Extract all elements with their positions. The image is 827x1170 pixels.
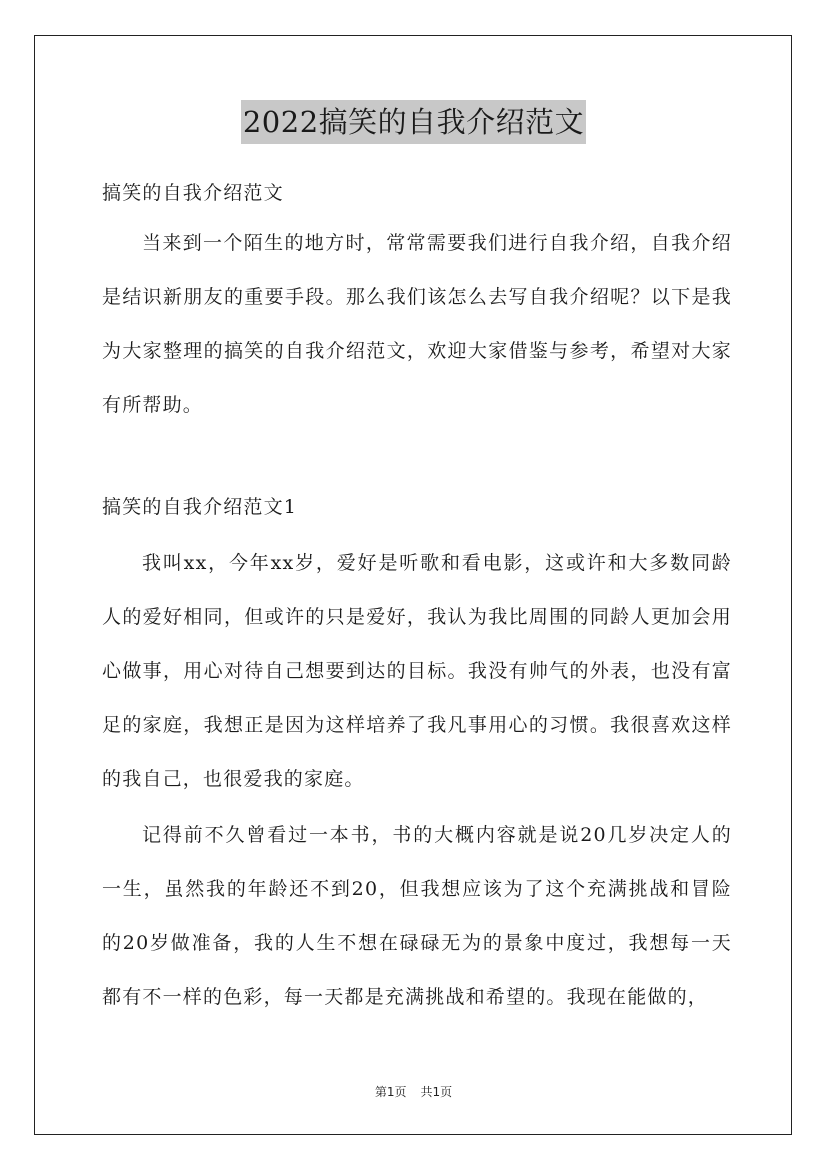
section1-paragraph-2: 记得前不久曾看过一本书，书的大概内容就是说20几岁决定人的一生，虽然我的年龄还不到20，但我想应该为了这个充满挑战和冒险的20岁做准备，我的人生不想在碌碌无为的景象中度过，我想每一天都有不一样的色彩，每一天都是充满挑战和希望的。我现在能做的， — [102, 824, 732, 1008]
page-number: 第1页 — [374, 1085, 407, 1099]
section1-heading: 搞笑的自我介绍范文1 — [102, 496, 298, 518]
title-container — [0, 100, 827, 144]
document-body — [102, 170, 732, 1024]
page-total: 共1页 — [420, 1085, 453, 1099]
intro-heading: 搞笑的自我介绍范文 — [102, 182, 284, 204]
section1-paragraph-1: 我叫xx，今年xx岁，爱好是听歌和看电影，这或许和大多数同龄人的爱好相同，但或许的只是爱好，我认为我比周围的同龄人更加会用心做事，用心对待自己想要到达的目标。我没有帅气的外表，也没有富足的家庭，我想正是因为这样培养了我凡事用心的习惯。我很喜欢这样的我自己，也很爱我的家庭。 — [102, 552, 732, 790]
section-spacer — [102, 432, 732, 484]
page-footer — [0, 1083, 827, 1100]
intro-paragraph: 当来到一个陌生的地方时，常常需要我们进行自我介绍，自我介绍是结识新朋友的重要手段。那么我们该怎么去写自我介绍呢？以下是我为大家整理的搞笑的自我介绍范文，欢迎大家借鉴与参考，希望对大家有所帮助。 — [102, 232, 732, 416]
document-title: 2022搞笑的自我介绍范文 — [241, 100, 586, 144]
